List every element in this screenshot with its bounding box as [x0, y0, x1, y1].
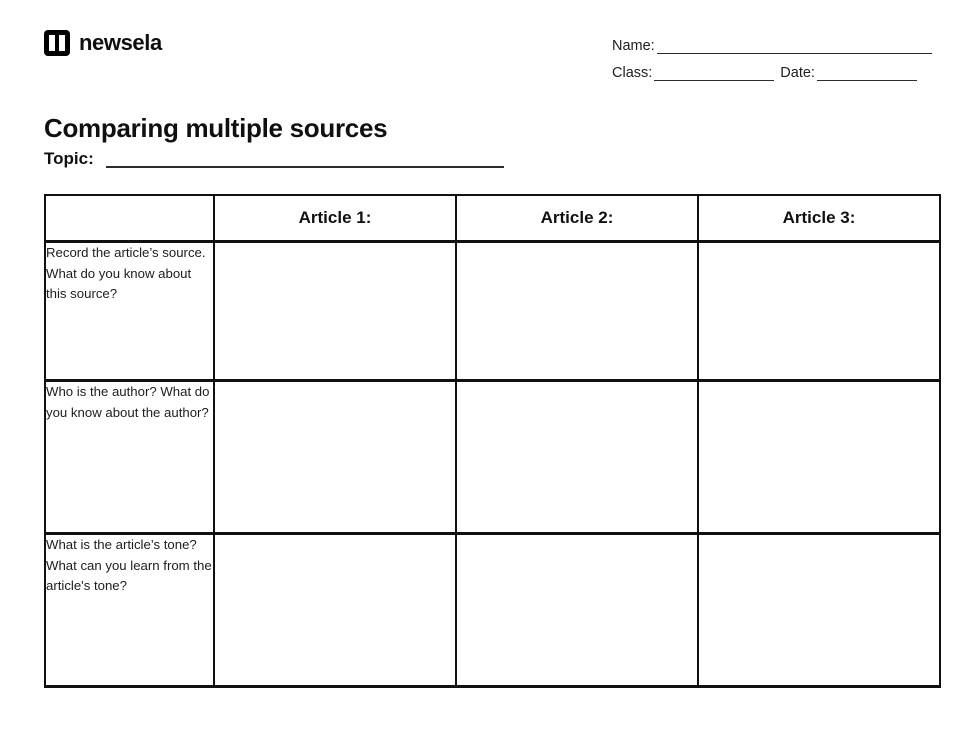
prompt-cell-tone: What is the article’s tone? What can you learn from the article's tone?	[45, 534, 214, 687]
table-header	[45, 195, 940, 242]
page-header	[0, 0, 978, 92]
brand-name: newsela	[79, 30, 162, 55]
name-input-line[interactable]	[657, 39, 932, 54]
answer-cell-tone-article-3[interactable]	[698, 534, 940, 687]
prompt-cell-source: Record the article’s source. What do you know about this source?	[45, 242, 214, 381]
topic-field	[44, 150, 504, 168]
prompt-cell-author: Who is the author? What do you know about the author?	[45, 381, 214, 534]
class-label: Class:	[612, 65, 653, 81]
newsela-logo	[44, 30, 162, 56]
answer-cell-source-article-2[interactable]	[456, 242, 698, 381]
column-header-prompt	[45, 195, 214, 242]
page-title: Comparing multiple sources	[44, 113, 388, 144]
topic-label: Topic:	[44, 149, 94, 168]
answer-cell-author-article-2[interactable]	[456, 381, 698, 534]
column-header-article-3: Article 3:	[698, 195, 940, 242]
table-header-row	[45, 195, 940, 242]
answer-cell-source-article-1[interactable]	[214, 242, 456, 381]
answer-cell-author-article-1[interactable]	[214, 381, 456, 534]
column-header-article-2: Article 2:	[456, 195, 698, 242]
student-info-block	[612, 32, 932, 81]
table-body	[45, 242, 940, 687]
comparison-table	[44, 194, 941, 688]
class-input-line[interactable]	[654, 66, 774, 81]
newsela-book-mark-icon	[44, 30, 70, 56]
date-label: Date:	[780, 65, 815, 81]
name-field-row	[612, 32, 932, 54]
table-row	[45, 534, 940, 687]
answer-cell-tone-article-2[interactable]	[456, 534, 698, 687]
class-date-field-row	[612, 59, 932, 81]
table-row	[45, 242, 940, 381]
name-label: Name:	[612, 38, 655, 54]
table-row	[45, 381, 940, 534]
answer-cell-tone-article-1[interactable]	[214, 534, 456, 687]
column-header-article-1: Article 1:	[214, 195, 456, 242]
topic-input-line[interactable]	[106, 152, 504, 168]
answer-cell-source-article-3[interactable]	[698, 242, 940, 381]
answer-cell-author-article-3[interactable]	[698, 381, 940, 534]
date-input-line[interactable]	[817, 66, 917, 81]
